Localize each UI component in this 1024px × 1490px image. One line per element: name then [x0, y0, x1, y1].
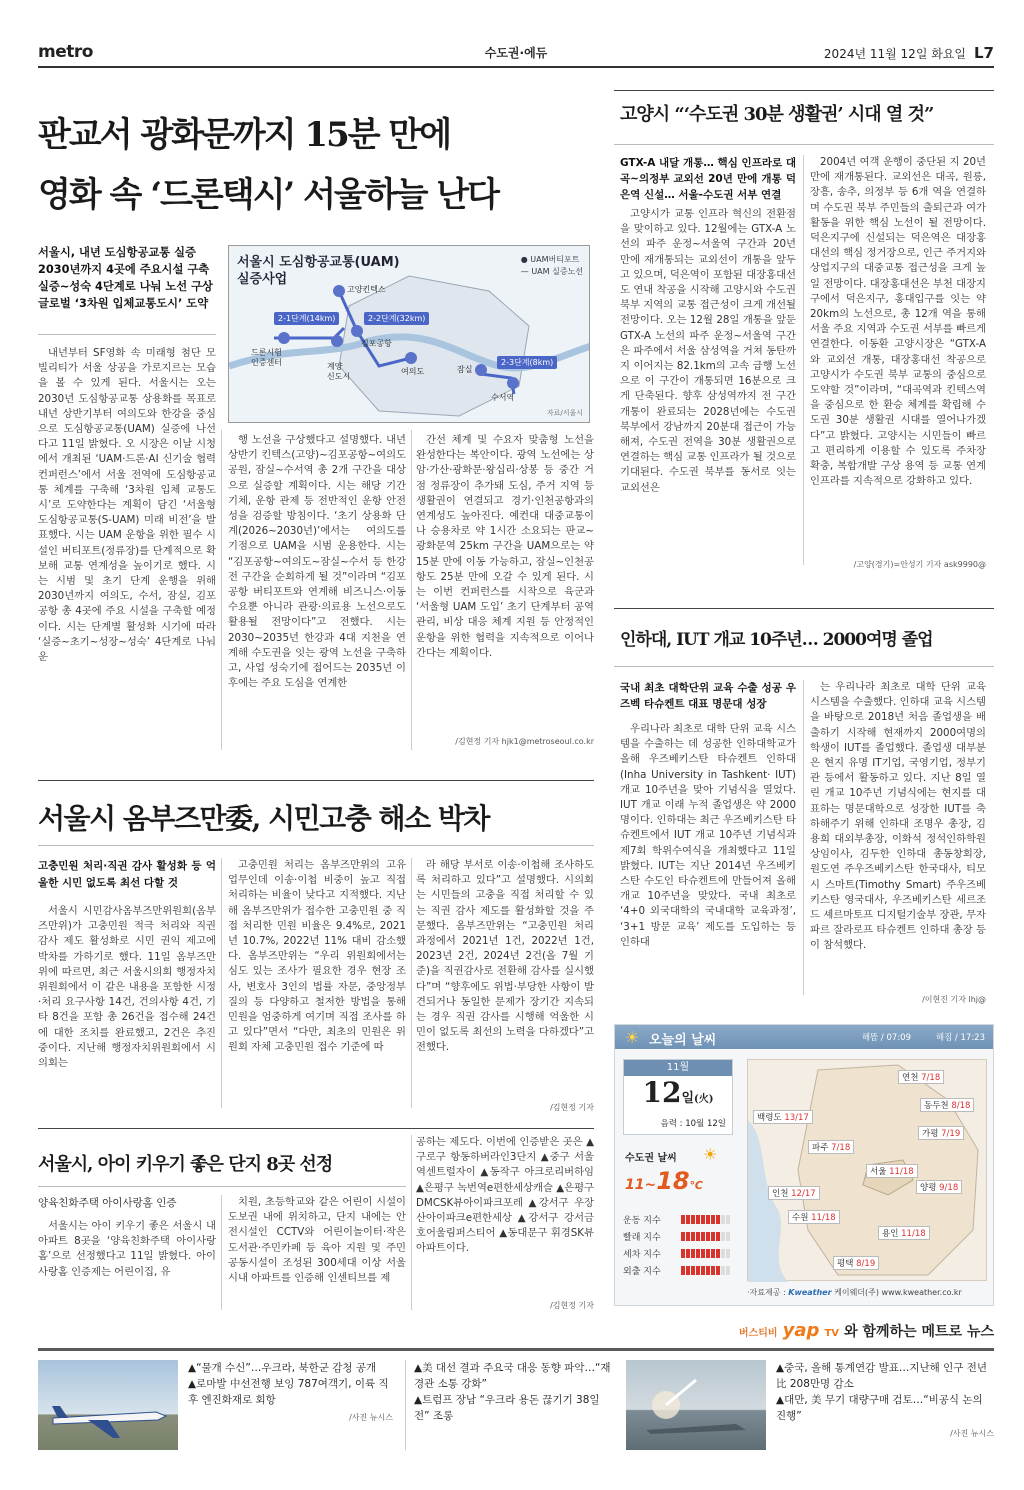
weather-index-segment — [721, 1266, 725, 1275]
ombuds-col-3-text: 라 해당 부서로 이송·이첩해 조사하도록 처리하고 있다”고 설명했다. 시의회는 시민들의 고충을 직접 처리할 수 있는 직권 감사 제도를 활성화할 것을 주문했다. 옴부즈만위는 “고충민원 처리 과정에서 2021년 1건, 2022년 1건, 2023년 2건, 2024년 2건(올 7월 기준)을 직권감사로 전환해 감사를 실시했다”며 “향후에도 위법·부당한 사항이 발견되거나 동일한 문제가 장기간 지속되는 경우 직권 감사를 시행해 억울한 시민이 없도록 최선의 노력을 다하겠다”고 전했다. — [416, 859, 594, 1054]
weather-index-segment — [691, 1266, 695, 1275]
col-divider — [411, 430, 412, 750]
city-temperature: 9/18 — [939, 1183, 959, 1193]
inha-rule — [614, 666, 994, 667]
weather-indices — [623, 1211, 735, 1279]
inha-col-1-text: 우리나라 최초로 대학 단위 교육 시스템을 수출하는 데 성공한 인하대학교가 올해 우즈베키스탄 타슈켄트 인하대(Inha University in Tashkent· IUT) 개교 10주년을 맞아 기념식을 열었다. IUT 개교 이래 누적 졸업생은 약 2000명이다. 인하대는 최근 우즈베키스탄 타슈켄트에서 IUT 개교 10주년 기념식과 제7회 학위수여식을 개최했다고 11일 밝혔다. IUT는 지난 2014년 우즈베키스탄 수도인 타슈켄트에 만들어져 올해 개교 10주년을 맞았다. 국내 최초로 ‘4+0 외국대학의 국내대학 교육과정’, ‘3+1 방문 교육’ 제도를 도입하는 등 인하대 — [620, 723, 796, 948]
banner-text: 와 함께하는 메트로 뉴스 — [844, 1324, 994, 1340]
map-title-line1: 서울시 도심항공교통(UAM) — [237, 255, 400, 270]
weather-index-segment — [681, 1215, 685, 1224]
deck-line: 글로벌 ‘3차원 입체교통도시’ 도약 — [38, 297, 209, 310]
weather-index-segment — [721, 1215, 725, 1224]
main-col-2-text: 행 노선을 구상했다고 설명했다. 내년 상반기 킨텍스(고양)~김포공항~여의도공원, 잠실~수서역 총 2개 구간을 대상으로 실증할 계획이다. 시는 해당 기간 기체, 운항 관제 등 전반적인 운항 안전성을 검증할 방침이다. ‘초기 상용화 단계(2026~2030년)’에서는 여의도를 기점으로 UAM을 시범 운용한다. 시는 “김포공항~여의도~잠실~수서 등 한강 전 구간을 순회하게 될 것”이라며 “김포공항 버티포트와 연계해 비즈니스·이동 수요뿐 아니라 관광·의료용 노선으로도 활용될 전망이다”고 전했다. 시는 2030~2035년 한강과 4대 지천을 연계해 수도권을 잇는 광역 노선을 구축하고, 사업 성숙기에 접어드는 2035년 이후에는 주요 도심을 연계한 — [228, 434, 406, 690]
temp-range: 11~18℃ — [625, 1167, 703, 1195]
news-right-item[interactable]: ▲중국, 올해 통계연감 발표…지난해 인구 전년比 208만명 감소 — [776, 1362, 988, 1390]
inha-deck: 국내 최초 대학단위 교육 수출 성공 우즈벡 타슈켄트 대표 명문대 성장 — [620, 682, 796, 710]
main-col-1 — [38, 346, 216, 756]
label-kintex: 고양킨텍스 — [347, 285, 386, 294]
inha-col-2 — [810, 680, 986, 988]
weather-index-row — [623, 1262, 735, 1279]
main-col-1-text: 내년부터 SF영화 속 미래형 첨단 모빌리티가 서울 상공을 가로지르는 모습을 볼 수 있게 된다. 서울시는 오는 2030년 도심항공교통 상용화를 목표로 내년 상반기부터 여의도와 한강을 중심으로 도심항공교통(UAM) 실증에 나선다고 11일 밝혔다. 오 시장은 이날 시청에서 개최된 ‘UAM·드론·AI 신기술 협력 컨퍼런스’에서 서울 전역에 도심항공교통 체계를 구축해 ‘3차원 입체 교통도시’로 도약한다는 계획이 담긴 ‘서울형 도심항공교통(S-UAM) 미래 비전’을 발표했다. 시는 UAM 운항을 위한 필수 시설인 버티포트(정류장)를 단계적으로 확보해 교통 연계성을 높이기로 했다. 시는 시범 및 초기 단계 운행을 위해 2030년까지 여의도, 수서, 잠실, 김포공항 총 4곳에 주요 시설을 구축할 예정이다. 시는 단계별 활성화 시기에 따라 ‘실증~초기~성장~성숙’ 4단계로 나눠 운 — [38, 347, 216, 664]
label-suseo: 수서역 — [491, 393, 515, 402]
deck-line: 서울시, 내년 도심항공교통 실증 — [38, 246, 196, 259]
day-number: 12 — [642, 1076, 682, 1109]
goyang-col-2-text: 2004년 여객 운행이 중단된 지 20년 만에 재개통된다. 교외선은 대곡, 원릉, 장흥, 송추, 의정부 등 6개 역을 연결하며 수도권 북부 주민들의 출퇴근과 여가 활동을 위한 핵심 노선이 될 전망이다. 덕은지구에 신설되는 덕은역은 대장홍대선의 핵심 정거장으로, 인근 주거지와 상업지구의 대중교통 접근성을 크게 높일 전망이다. 대장홍대선은 부천 대장지구에서 덕은지구, 홍대입구를 잇는 약 20km의 노선으로, 총 12개 역을 통해 서울 주요 지역과 수도권 서부를 빠르게 연결한다. 이동환 고양시장은 “GTX-A와 교외선 개통, 대장홍대선 착공으로 고양시가 수도권 북부 교통의 중심으로 도약할 것”이라며, “대곡역과 킨텍스역을 중심으로 한 환승 체계를 확립해 수도권 30분 생활권 시대를 열어나가겠다”고 밝혔다. 고양시는 시민들이 빠르고 편리하게 이용할 수 있도록 주차장 확충, 복합개발 구상 용역 등 교통 연계 인프라를 지속적으로 강화하고 있다. — [810, 156, 986, 488]
issue-date: 2024년 11월 12일 화요일 — [823, 47, 966, 61]
weather-index-segment — [726, 1249, 730, 1258]
map-source: 자료/서울시 — [546, 409, 583, 417]
goyang-col-1 — [620, 155, 796, 575]
city-name: 수원 — [792, 1213, 809, 1223]
ombuds-byline: /김현정 기자 — [550, 1103, 594, 1112]
news-left-item[interactable]: ▲“물개 수신”…우크라, 북한군 감청 공개 — [188, 1362, 377, 1374]
sun-icon: ☀ — [625, 1028, 640, 1047]
weather-index-segment — [696, 1215, 700, 1224]
deck-line: 2030년까지 4곳에 주요시설 구축 — [38, 263, 210, 276]
city-name: 서울 — [870, 1167, 887, 1177]
col-divider — [411, 858, 412, 1108]
city-name: 파주 — [812, 1143, 829, 1153]
city-name: 동두천 — [924, 1101, 949, 1111]
kids-col-1 — [38, 1195, 216, 1315]
weather-index-segment — [706, 1232, 710, 1241]
yap-logo: yap — [782, 1320, 820, 1341]
weather-index-segment — [696, 1232, 700, 1241]
temp-high: 18 — [656, 1167, 690, 1195]
city-name: 평택 — [837, 1259, 854, 1269]
news-mid-item[interactable]: ▲트럼프 장남 “우크라 용돈 끊기기 38일 전” 조롱 — [414, 1394, 600, 1422]
stage-3-label: 2-3단계(8km) — [497, 356, 557, 369]
weather-index-segment — [706, 1266, 710, 1275]
weather-index-segment — [681, 1249, 685, 1258]
main-headline — [38, 105, 598, 225]
vertiport-v3 — [351, 325, 363, 337]
city-temp — [866, 1164, 918, 1178]
ombuds-rule — [38, 845, 594, 846]
city-temperature: 11/18 — [901, 1229, 926, 1239]
city-name: 양평 — [920, 1183, 937, 1193]
news-right-credit: /사진 뉴시스 — [950, 1429, 994, 1438]
plane-photo — [38, 1360, 178, 1450]
col-divider — [221, 430, 222, 750]
ombuds-top-rule — [38, 780, 594, 781]
kids-headline: 서울시, 아이 키우기 좋은 단지 8곳 선정 — [38, 1154, 333, 1175]
weather-index-bar — [681, 1215, 730, 1224]
weather-index-segment — [711, 1266, 715, 1275]
weekday: (火) — [694, 1094, 714, 1105]
city-name: 연천 — [902, 1073, 919, 1083]
weather-index-segment — [711, 1249, 715, 1258]
sunset: 해짐 / 17:23 — [935, 1033, 985, 1043]
news-left — [188, 1360, 393, 1426]
weather-index-segment — [716, 1232, 720, 1241]
weather-index-segment — [726, 1215, 730, 1224]
city-temp — [768, 1186, 820, 1200]
city-temperature: 7/18 — [921, 1073, 941, 1083]
news-left-credit: /사진 뉴시스 — [349, 1413, 393, 1422]
kweather-logo: Kweather — [788, 1288, 832, 1297]
sun-cloud-icon: ☀ — [703, 1145, 718, 1164]
city-temp — [918, 1126, 964, 1140]
city-temp — [916, 1180, 962, 1194]
inha-byline: /이현진 기자 lhj@ — [922, 995, 986, 1004]
vertiport-v7 — [507, 377, 519, 389]
city-temperature: 8/19 — [856, 1259, 876, 1269]
weather-index-segment — [716, 1249, 720, 1258]
kids-rule — [38, 1186, 406, 1187]
col-divider — [411, 1135, 412, 1310]
weather-index-label: 운동 지수 — [623, 1216, 661, 1226]
weather-index-segment — [691, 1249, 695, 1258]
legend-route-label: UAM 실증노선 — [531, 267, 583, 276]
vertiport-v4 — [405, 352, 417, 364]
weather-index-segment — [701, 1266, 705, 1275]
kids-col-3 — [416, 1135, 594, 1297]
ombuds-col-2-text: 고충민원 처리는 옴부즈만위의 고유 업무인데 이송·이첩 비중이 높고 직접 처리하는 비율이 낮다고 지적했다. 지난해 옴부즈만위가 접수한 고충민원 중 직접 처리한 민원 비율은 9.4%로, 2021년 10.7%, 2022년 11% 대비 감소했다. 옴부즈만위는 “우리 위원회에서는 심도 있는 조사가 필요한 경우 현장 조사, 변호사 3인의 법률 자문, 중앙정부 질의 등 다양하고 철저한 방법을 통해 민원을 엄중하게 여기며 직접 조사를 하고 있다”면서 “다만, 최초의 민원은 위원회 자체 고충민원 접수 기준에 따 — [228, 859, 406, 1054]
weather-index-label: 빨래 지수 — [623, 1233, 661, 1243]
goyang-col-2 — [810, 155, 986, 555]
kids-col-2 — [228, 1195, 406, 1310]
goyang-deck: GTX-A 내달 개통… 핵심 인프라로 대곡~의정부 교외선 20년 만에 개통 덕은역 신설… 서울-수도권 서부 연결 — [620, 157, 796, 201]
main-col-3 — [416, 433, 594, 733]
goyang-col-1-text: 고양시가 교통 인프라 혁신의 전환점을 맞이하고 있다. 12월에는 GTX-A 노선의 파주 운정~서울역 구간과 20년 만에 재개통되는 교외선이 개통을 앞두고 있으며, 덕은역이 포함된 대장홍대선도 연내 착공을 시작해 고양시와 수도권 북부 지역의 교통 접근성이 크게 개선될 전망이다. 오는 12월 28일 개통을 앞둔 GTX-A 노선의 파주 운정~서울역 구간은 파주에서 서울 삼성역을 거쳐 동탄까지 이어지는 82.1km의 고속 급행 노선으로 이 구간이 개통되면 16분으로 크게 단축된다. 향후 삼성역까지 전 구간 개통이 완료되는 2028년에는 수도권 북부에서 강남까지 20분대 접근이 가능해져, 수도권 전역을 30분 생활권으로 연결하는 핵심 교통 인프라가 될 것으로 기대된다. 수도권 북부를 동서로 잇는 교외선은 — [620, 208, 796, 494]
banner-tv: TV — [824, 1328, 840, 1339]
deck-divider — [38, 334, 216, 335]
inha-top-rule — [614, 608, 994, 609]
map-title-line2: 실증사업 — [237, 272, 288, 287]
main-headline-line1: 판교서 광화문까지 15분 만에 — [38, 115, 451, 155]
weather-index-row — [623, 1211, 735, 1228]
goyang-headline: 고양시 “‘수도권 30분 생활권’ 시대 열 것” — [620, 104, 934, 125]
col-divider — [221, 858, 222, 1108]
weather-index-bar — [681, 1266, 730, 1275]
weather-index-segment — [711, 1232, 715, 1241]
city-name: 가평 — [922, 1129, 939, 1139]
news-middle — [414, 1360, 614, 1424]
ombuds-deck: 고충민원 처리·직권 감사 활성화 등 억울한 시민 없도록 최선 다할 것 — [38, 860, 216, 889]
weather-credit — [747, 1287, 962, 1298]
goyang-rule — [614, 144, 994, 145]
weather-index-segment — [686, 1215, 690, 1224]
weather-index-segment — [696, 1249, 700, 1258]
sea — [748, 1120, 788, 1282]
ombuds-col-3 — [416, 858, 594, 1098]
stage-2-label: 2-2단계(32km) — [364, 312, 429, 325]
weather-index-label: 세차 지수 — [623, 1250, 661, 1260]
city-temp — [753, 1110, 813, 1124]
city-temp — [808, 1140, 854, 1154]
weather-index-segment — [726, 1232, 730, 1241]
weather-index-segment — [706, 1215, 710, 1224]
vertiport-v1 — [278, 332, 290, 344]
ombuds-col-1 — [38, 858, 216, 1113]
weather-index-segment — [721, 1249, 725, 1258]
city-temperature: 7/18 — [831, 1143, 851, 1153]
weather-index-bar — [681, 1249, 730, 1258]
weather-index-segment — [716, 1266, 720, 1275]
news-mid-item[interactable]: ▲美 대선 결과 주요국 대응 동향 파악…“재경관 소통 강화” — [414, 1362, 611, 1390]
seoul-weather-label: 수도권 날씨 — [625, 1153, 677, 1164]
label-gimpo: 김포공항 — [361, 339, 392, 348]
weather-index-segment — [726, 1266, 730, 1275]
weather-month: 11월 — [624, 1060, 732, 1076]
main-byline: /김현정 기자 hjk1@metroseoul.co.kr — [455, 737, 594, 746]
col-divider — [221, 1195, 222, 1310]
city-temp — [920, 1098, 974, 1112]
vertiport-v2 — [331, 335, 343, 347]
news-left-item[interactable]: ▲로마발 中선전행 보잉 787여객기, 이륙 직후 엔진화재로 회항 — [188, 1378, 389, 1406]
deck-line: 실증~성숙 4단계로 나눠 노선 구상 — [38, 280, 213, 293]
bottom-rule — [38, 1348, 994, 1351]
weather-index-segment — [701, 1215, 705, 1224]
kids-col-1-text: 서울시는 아이 키우기 좋은 서울시 내 아파트 8곳을 ‘양육친화주택 아이사랑홈’으로 선정했다고 11일 밝혔다. 아이사랑홈 인증제는 어린이집, 유 — [38, 1220, 216, 1278]
weather-index-segment — [716, 1215, 720, 1224]
weather-index-segment — [691, 1215, 695, 1224]
kids-col-3-text: 공하는 제도다. 이번에 인증받은 곳은 ▲구로구 항동하버라인3단지 ▲중구 서울역센트럴자이 ▲동작구 아크로리버하임 ▲은평구 녹번역e편한세상캐슬 ▲은평구 DMCSK뷰아이파크포레 ▲강서구 우장산아이파크e편한세상 ▲강서구 강서금호어울림퍼스티어 ▲동대문구 휘경SK뷰 아파트이다. — [416, 1136, 594, 1255]
news-right-item[interactable]: ▲대만, 美 무기 대량구매 검토…“비공식 논의 진행” — [776, 1394, 983, 1422]
inha-col-1 — [620, 680, 796, 1000]
stage-1-label: 2-1단계(14km) — [274, 312, 339, 325]
vertiport-v6 — [475, 364, 487, 376]
banner-pre: 버스티비 — [738, 1328, 778, 1339]
weather-index-segment — [691, 1232, 695, 1241]
news-banner — [614, 1320, 994, 1346]
legend-vertiport: ● UAM버티포트 — [520, 255, 580, 264]
label-yeouido: 여의도 — [401, 367, 425, 376]
col-divider — [405, 1360, 406, 1450]
weather-day — [624, 1076, 732, 1117]
city-temperature: 12/17 — [791, 1189, 816, 1199]
kids-top-rule — [38, 1128, 594, 1129]
city-temperature: 11/18 — [811, 1213, 836, 1223]
ombuds-headline: 서울시 옴부즈만委, 시민고충 해소 박차 — [38, 802, 489, 835]
main-col-3-text: 간선 체계 및 수요자 맞춤형 노선을 완성한다는 복안이다. 광역 노선에는 상암·가산·광화문·왕십리·상봉 등 중간 거점 정류장이 추가돼 도심, 주거 지역 등 생활권이 연결되고 경기·인천공항과의 연계성도 높아진다. 예컨대 대중교통이나 승용차로 약 1시간 소요되는 판교~광화문역 25km 구간을 UAM으로는 약 15분 만에 이동 가능하고, 잠실~인천공항도 25분 만에 오갈 수 있게 된다. 시는 이번 컨퍼런스를 시작으로 육군과 ‘서울형 UAM 도입’ 초기 단계부터 공역 관리, 비상 대응 체계 지원 등 안정적인 운항을 위한 협력을 지속적으로 이어나간다는 계획이다. — [416, 434, 594, 659]
weather-index-segment — [686, 1232, 690, 1241]
legend-vertiport-label: UAM버티포트 — [530, 255, 580, 264]
city-temperature: 7/19 — [941, 1129, 961, 1139]
section-label: 수도권·에듀 — [484, 46, 548, 60]
label-gyeyang: 계양 신도시 — [327, 362, 351, 381]
weather-index-segment — [711, 1215, 715, 1224]
credit-label: ·자료제공 : — [747, 1288, 786, 1297]
inha-col-2-text: 는 우리나라 최초로 대학 단위 교육 시스템을 수출했다. 인하대 교육 시스템을 바탕으로 2018년 처음 졸업생을 배출하기 시작해 현재까지 2000여명의 학생이 IUT를 졸업했다. 졸업생 대부분은 현지 유명 IT기업, 국영기업, 정부기관 등에서 활동하고 있다. 지난 8일 열린 개교 10주년 기념식에는 현지를 대표하는 명문대학으로 성장한 IUT를 축하해주기 위해 인하대 조명우 총장, 김용희 대외부총장, 이화석 정석인하학원 상임이사, 김두한 인하대 총동창회장, 원도연 주우즈베키스탄 한국대사, 티모시 스마트(Timothy Smart) 주우즈베키스탄 영국대사, 우즈베키스탄 세르조드 셰르마토프 디지털기술부 장관, 무자파르 잘라로프 타슈켄트 인하대 총장 등이 참석했다. — [810, 681, 986, 952]
map-title — [237, 254, 400, 288]
lunar-date: 음력 : 10월 12일 — [660, 1119, 726, 1129]
weather-index-segment — [681, 1232, 685, 1241]
day-unit: 일 — [681, 1091, 695, 1106]
plane-graphic — [38, 1360, 178, 1450]
kids-deck: 양육친화주택 아이사랑홈 인증 — [38, 1197, 177, 1209]
city-name: 용인 — [882, 1229, 899, 1239]
ombuds-col-1-text: 서울시 시민감사옴부즈만위원회(옴부즈만위)가 고충민원 적극 처리와 직권 감사 제도 활성화로 시민 권익 제고에 박차를 가하기로 했다. 11일 옴부즈만위에 따르면, 최근 서울시의회 행정자치위원회에서 이 같은 내용을 포함한 시정·처리 요구사항 14건, 건의사항 4건, 기타 8건을 포함 총 26건을 접수해 24건에 대한 조치를 완료했고, 2건은 추진 중이다. 지난해 행정자치위원회에서 시의회는 — [38, 905, 216, 1070]
city-temperature: 13/17 — [784, 1113, 809, 1123]
temp-unit: ℃ — [689, 1179, 703, 1192]
temp-low: 11 — [625, 1177, 645, 1193]
weather-index-row — [623, 1228, 735, 1245]
weather-index-row — [623, 1245, 735, 1262]
kids-byline: /김현정 기자 — [550, 1301, 594, 1310]
weather-index-segment — [681, 1266, 685, 1275]
date-card — [623, 1059, 733, 1135]
page-header — [38, 38, 994, 68]
label-drone-center: 드론시험 인증센터 — [251, 348, 282, 367]
weather-index-segment — [686, 1249, 690, 1258]
city-name: 백령도 — [757, 1113, 782, 1123]
weather-index-segment — [696, 1266, 700, 1275]
weather-index-segment — [706, 1249, 710, 1258]
weather-panel — [614, 1024, 994, 1306]
label-jamsil: 잠실 — [457, 365, 473, 374]
col-divider — [803, 680, 804, 995]
news-right — [776, 1360, 994, 1442]
page-number: L7 — [974, 44, 994, 62]
uam-map — [228, 245, 590, 423]
city-temp — [898, 1070, 944, 1084]
weather-index-label: 외출 지수 — [623, 1267, 661, 1277]
sunrise: 해뜸 / 07:09 — [861, 1033, 911, 1043]
weather-index-segment — [701, 1249, 705, 1258]
map-legend — [521, 254, 583, 278]
city-temperature: 11/18 — [889, 1167, 914, 1177]
main-headline-line2: 영화 속 ‘드론택시’ 서울하늘 난다 — [38, 175, 498, 215]
missile-graphic — [626, 1360, 766, 1450]
weather-title: 오늘의 날씨 — [649, 1033, 717, 1048]
credit-company: 케이웨더(주) www.kweather.co.kr — [834, 1288, 962, 1297]
inha-headline: 인하대, IUT 개교 10주년… 2000여명 졸업 — [620, 630, 933, 650]
city-temp — [788, 1210, 840, 1224]
region-map — [747, 1059, 987, 1281]
legend-route: — UAM 실증노선 — [520, 267, 583, 276]
weather-index-segment — [721, 1232, 725, 1241]
metro-logo: metro — [38, 42, 93, 62]
city-temp — [878, 1226, 930, 1240]
missile-photo — [626, 1360, 766, 1450]
ombuds-col-2 — [228, 858, 406, 1113]
weather-index-segment — [701, 1232, 705, 1241]
weather-index-bar — [681, 1232, 730, 1241]
goyang-top-rule — [614, 90, 994, 91]
city-name: 인천 — [772, 1189, 789, 1199]
main-deck — [38, 244, 218, 312]
city-temp — [833, 1256, 879, 1270]
dateline — [824, 44, 994, 62]
goyang-byline: /고양(경기)=안성기 기자 ask9990@ — [853, 560, 986, 569]
weather-title-bar — [615, 1025, 993, 1049]
col-divider — [803, 155, 804, 565]
weather-index-segment — [686, 1266, 690, 1275]
main-col-2 — [228, 433, 406, 755]
city-temperature: 8/18 — [951, 1101, 971, 1111]
kids-col-2-text: 치원, 초등학교와 같은 어린이 시설이 도보권 내에 위치하고, 단지 내에는 안전시설인 CCTV와 어린이놀이터·작은 도서관·주민카페 등 육아 지원 및 주민 공동시설이 조성된 300세대 이상 서울시내 아파트를 인증해 인센티브를 제 — [228, 1196, 406, 1285]
